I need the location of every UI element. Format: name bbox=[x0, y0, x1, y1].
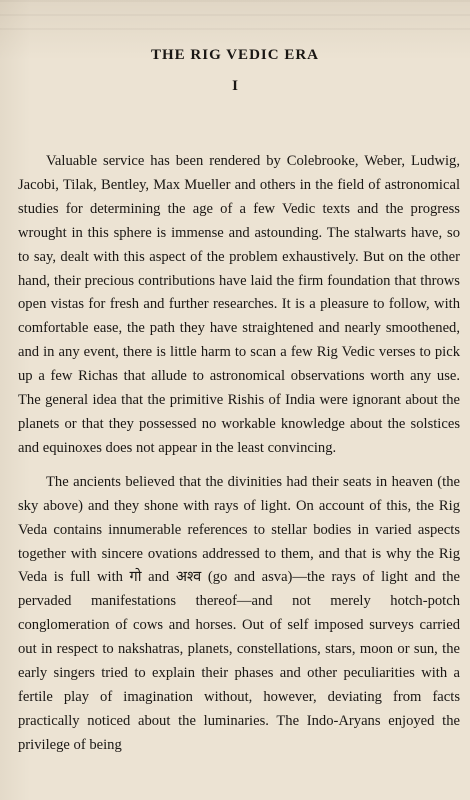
show-through-previous-page bbox=[0, 0, 470, 30]
section-numeral: I bbox=[232, 78, 238, 94]
paragraph: The ancients believed that the divinities had their seats in heaven (the sky above) and they shone with rays of light. On account of this, the Rig Veda contains innumerable references to stellar bodies in varied aspects together with sincere ovations addressed to them, and that is why the Rig Veda is full with गो and अश्व (go and asva)—the rays of light and the pervaded manifestations thereof—and not merely hotch-potch conglomeration of cows and horses. Out of self imposed surveys carried out in respect to nakshatras, planets, constellations, stars, moon or sun, the early singers tried to explain their phases and other peculiarities with a fertile play of imagination without, however, deviating from facts practically noticed about the luminaries. The Indo-Aryans enjoyed the privilege of being bbox=[18, 473, 460, 753]
paragraph: Valuable service has been rendered by Colebrooke, Weber, Ludwig, Jacobi, Tilak, Bentley, Max Mueller and others in the field of astronomical studies for determining the age of a few Vedic texts and the progress wrought in this sphere is immense and astounding. The stalwarts have, so to say, dealt with this aspect of the problem exhaustively. But on the other hand, their precious contributions have laid the firm foundation that throws open vistas for fresh and further researches. It is a pleasure to follow, with comfortable ease, the path they have straightened and nearly smoothened, and in any event, there is little harm to scan a few Rig Vedic verses to pick up a few Richas that allude to astronomical observations worth any use. The general idea that the primitive Rishis of India were ignorant about the planets or that they possessed no workable knowledge about the solstices and equinoxes does not appear in the least convincing. bbox=[18, 153, 460, 456]
chapter-title: THE RIG VEDIC ERA bbox=[150, 47, 319, 63]
body-text bbox=[18, 150, 460, 768]
